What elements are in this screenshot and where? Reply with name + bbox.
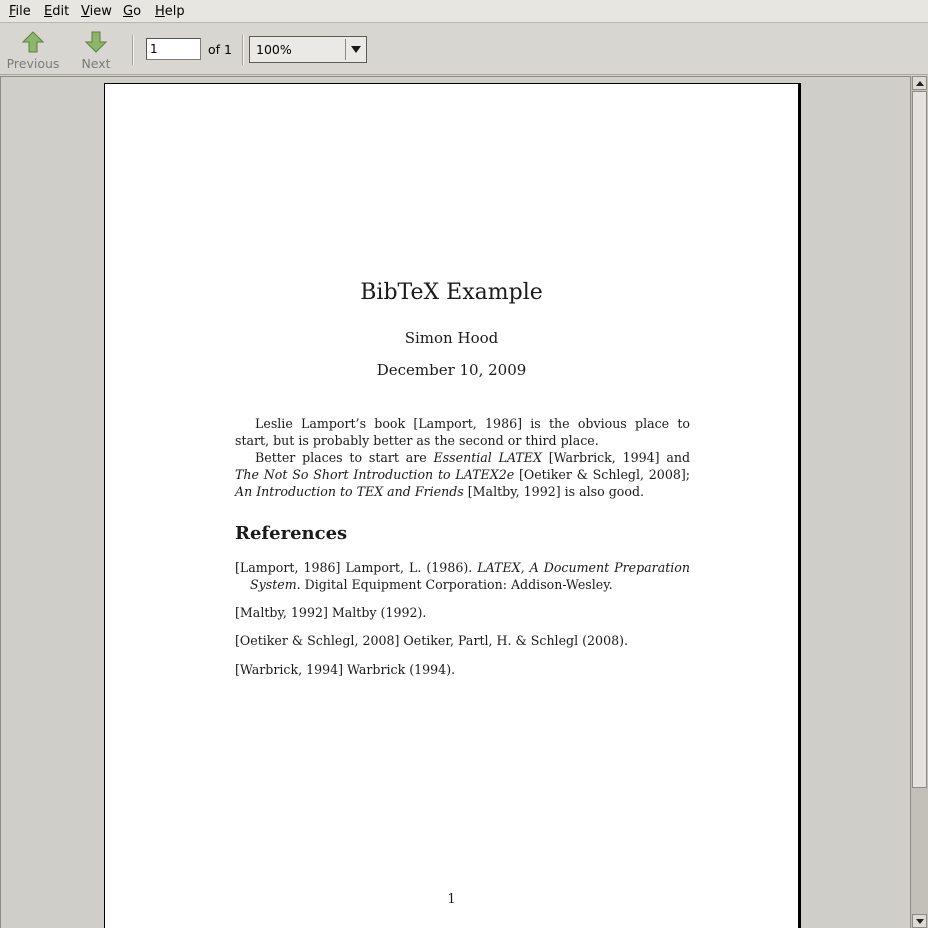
reference-1-text-1: [Lamport, 1986] Lamport, L. (1986). — [235, 560, 478, 575]
menu-go-label: o — [133, 4, 142, 19]
menu-go[interactable] — [123, 4, 141, 19]
arrow-down-icon — [85, 31, 107, 53]
paragraph-2-italic-1: Essential LATEX — [433, 450, 542, 465]
paragraph-2-italic-2: The Not So Short Introduction to LATEX2e — [235, 467, 515, 482]
arrow-up-icon — [22, 31, 44, 53]
menu-view[interactable] — [81, 4, 112, 19]
menu-edit-mnemonic: E — [44, 4, 53, 19]
menu-file-label: ile — [15, 4, 31, 19]
menu-view-label: iew — [89, 4, 112, 19]
next-button[interactable] — [66, 31, 126, 71]
references-heading: References — [235, 523, 348, 544]
paragraph-2 — [235, 449, 690, 500]
previous-button[interactable] — [3, 31, 63, 71]
scroll-down-button[interactable] — [912, 914, 927, 928]
paragraph-1-text: Leslie Lamport’s book [Lamport, 1986] is the obvious place to start, but is probably better as the second or third place. — [235, 416, 690, 448]
scroll-up-button[interactable] — [912, 76, 927, 90]
menu-edit-label: dit — [52, 4, 70, 19]
reference-1-italic: LATEX, A Document Preparation System — [250, 560, 690, 592]
page-count-label: of 1 — [208, 42, 232, 57]
menu-help-mnemonic: H — [155, 4, 165, 19]
chevron-down-icon — [351, 46, 361, 53]
zoom-value: 100% — [256, 42, 292, 57]
reference-item — [235, 560, 690, 593]
menubar — [0, 0, 928, 23]
reference-item — [235, 605, 690, 622]
menu-file[interactable] — [9, 4, 31, 19]
reference-3-text: [Oetiker & Schlegl, 2008] Oetiker, Partl, H. & Schlegl (2008). — [235, 633, 629, 648]
toolbar-separator — [132, 35, 134, 65]
paragraph-2-italic-3: An Introduction to TEX and Friends — [235, 484, 464, 499]
paragraph-1 — [235, 415, 690, 449]
paragraph-2-text-2: [Warbrick, 1994] and — [541, 450, 691, 465]
vertical-scrollbar[interactable] — [910, 76, 928, 928]
reference-item — [235, 662, 690, 679]
menu-view-mnemonic: V — [81, 4, 90, 19]
page-number-footer: 1 — [447, 891, 456, 906]
reference-2-text: [Maltby, 1992] Maltby (1992). — [235, 605, 427, 620]
document-title: BibTeX Example — [360, 280, 543, 305]
scrollbar-thumb[interactable] — [912, 91, 927, 788]
document-viewer[interactable] — [0, 76, 910, 928]
zoom-dropdown-button[interactable] — [345, 39, 364, 60]
reference-4-text: [Warbrick, 1994] Warbrick (1994). — [235, 662, 456, 677]
menu-help-label: elp — [164, 4, 185, 19]
document-page — [104, 83, 801, 928]
toolbar-separator — [242, 35, 244, 65]
reference-1-text-2: . Digital Equipment Corporation: Addison-Wesley. — [296, 576, 613, 592]
previous-label: Previous — [6, 56, 60, 71]
document-author: Simon Hood — [404, 329, 499, 347]
paragraph-2-text-3: [Oetiker & Schlegl, 2008]; — [514, 467, 690, 482]
page-number-input[interactable] — [146, 38, 201, 60]
menu-help[interactable] — [155, 4, 185, 19]
arrow-up-small-icon — [916, 81, 924, 86]
reference-item — [235, 633, 690, 650]
document-date: December 10, 2009 — [376, 361, 527, 379]
menu-go-mnemonic: G — [123, 4, 134, 19]
paragraph-2-text-1: Better places to start are — [255, 450, 434, 465]
next-label: Next — [81, 56, 111, 71]
zoom-select[interactable] — [249, 36, 367, 63]
menu-file-mnemonic: F — [9, 4, 16, 19]
menu-edit[interactable] — [44, 4, 69, 19]
arrow-down-small-icon — [916, 919, 924, 924]
toolbar — [0, 23, 928, 75]
paragraph-2-text-4: [Maltby, 1992] is also good. — [463, 484, 645, 499]
